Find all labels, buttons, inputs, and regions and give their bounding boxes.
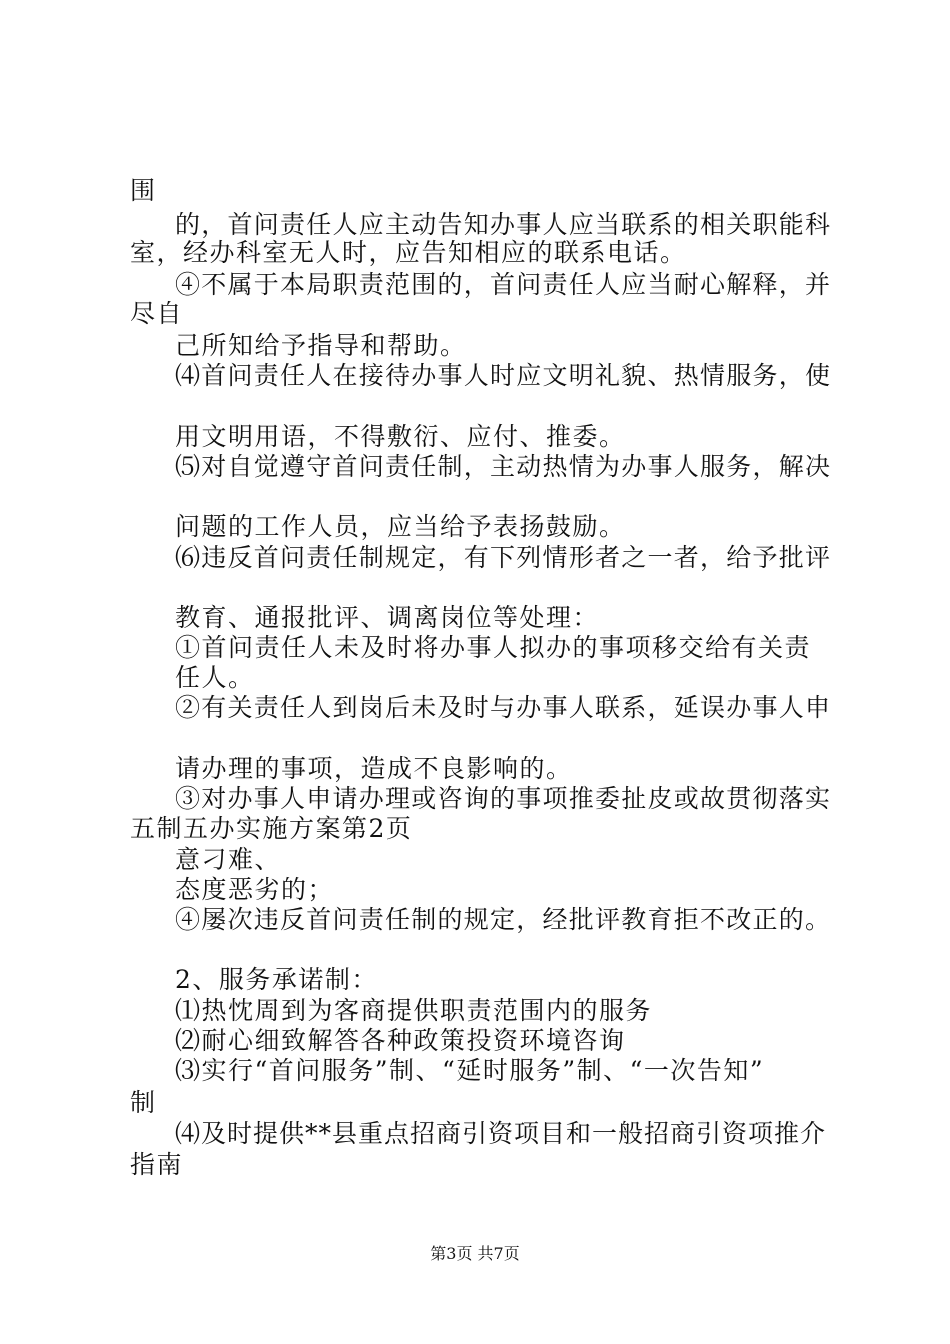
- text-line: 用文明用语，不得敷衍、应付、推委。: [175, 422, 626, 451]
- text-line: 请办理的事项，造成不良影响的。: [175, 754, 573, 783]
- text-line: ⑴热忱周到为客商提供职责范围内的服务: [175, 996, 653, 1025]
- text-line: ⑵耐心细致解答各种政策投资环境咨询: [175, 1026, 626, 1055]
- text-line: 制: [130, 1088, 157, 1117]
- text-line: 指南: [130, 1150, 184, 1179]
- text-line: ⑹违反首问责任制规定，有下列情形者之一者，给予批评: [175, 543, 832, 572]
- text-line: ⑷及时提供**县重点招商引资项目和一般招商引资项推介: [175, 1119, 827, 1148]
- text-line: ③对办事人申请办理或咨询的事项推委扯皮或故贯彻落实: [175, 784, 832, 813]
- text-line: ⑶实行“首问服务”制、“延时服务”制、“一次告知”: [175, 1056, 765, 1085]
- text-line: ⑸对自觉遵守首问责任制，主动热情为办事人服务，解决: [175, 452, 832, 481]
- text-line: ⑷首问责任人在接待办事人时应文明礼貌、热情服务，使: [175, 361, 832, 390]
- text-line: 问题的工作人员，应当给予表扬鼓励。: [175, 512, 626, 541]
- text-line: 五制五办实施方案第2页: [130, 814, 413, 843]
- text-line: 己所知给予指导和帮助。: [175, 331, 467, 360]
- text-line: ④不属于本局职责范围的，首问责任人应当耐心解释，并: [175, 270, 832, 299]
- text-line: 室，经办科室无人时，应告知相应的联系电话。: [130, 238, 687, 267]
- text-line: 意刁难、: [175, 845, 282, 874]
- text-line: 围: [130, 176, 157, 205]
- text-line: ②有关责任人到岗后未及时与办事人联系，延误办事人申: [175, 693, 832, 722]
- text-line: 教育、通报批评、调离岗位等处理：: [175, 603, 600, 632]
- text-line: 尽自: [130, 299, 184, 328]
- text-line: 任人。: [175, 663, 255, 692]
- text-line: 态度恶劣的；: [175, 875, 335, 904]
- text-line: ④屡次违反首问责任制的规定，经批评教育拒不改正的。: [175, 905, 832, 934]
- page-footer: 第3页 共7页: [430, 1244, 520, 1263]
- text-line: 2、服务承诺制：: [175, 965, 378, 994]
- text-line: ①首问责任人未及时将办事人拟办的事项移交给有关责: [175, 633, 812, 662]
- text-line: 的，首问责任人应主动告知办事人应当联系的相关职能科: [175, 210, 832, 239]
